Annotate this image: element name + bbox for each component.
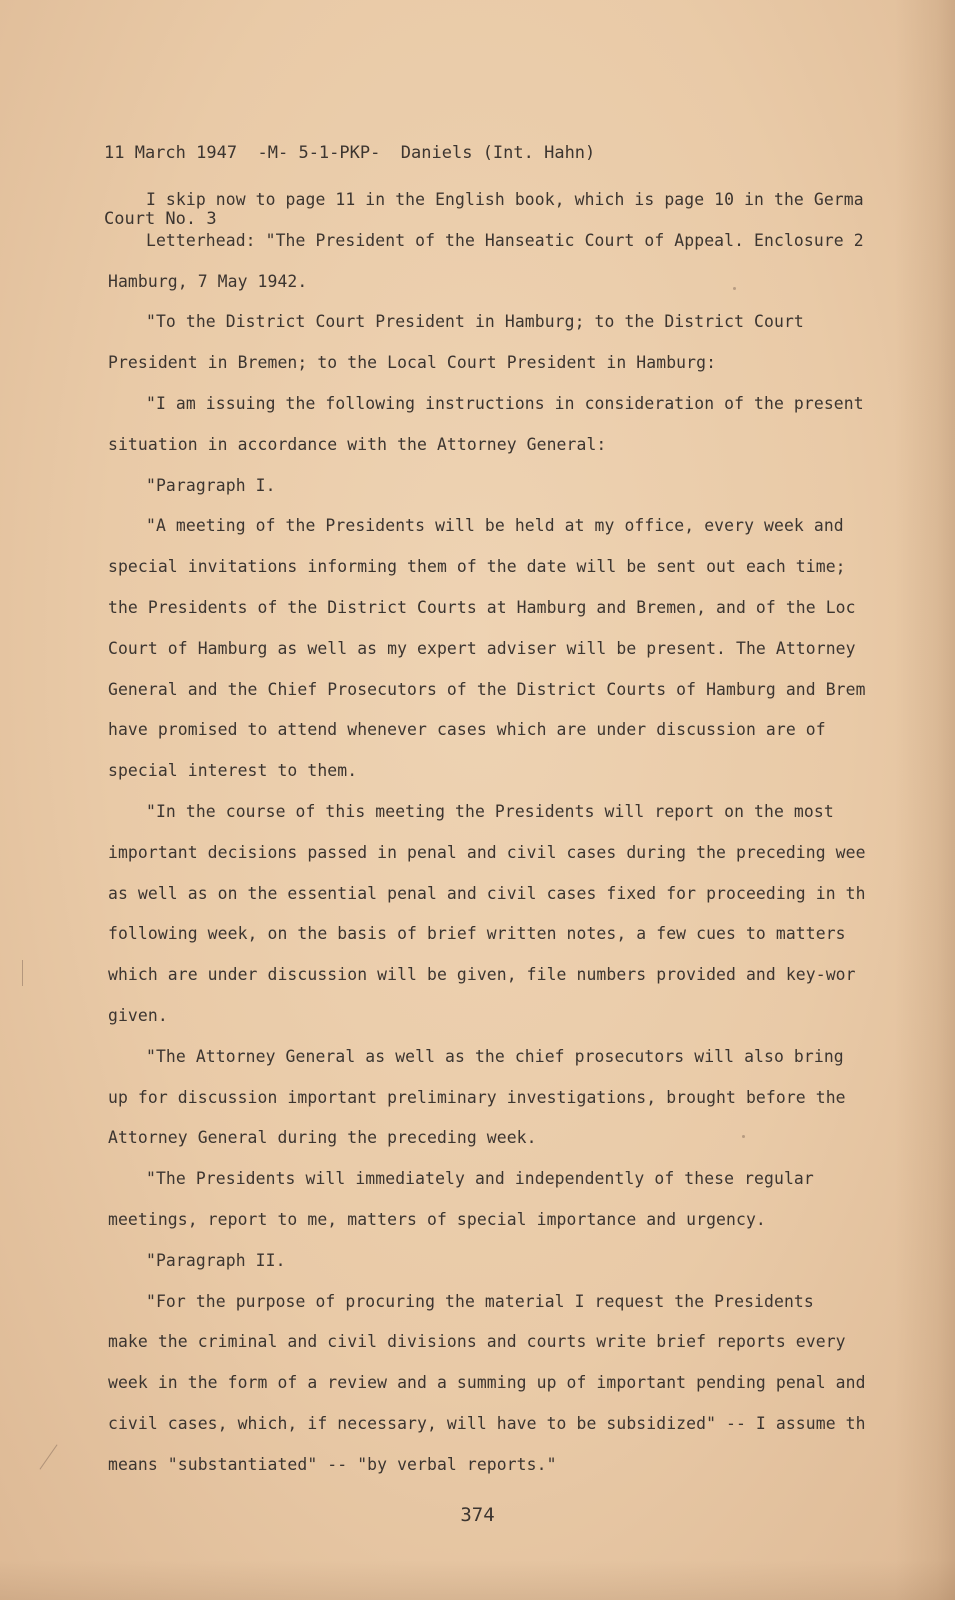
paragraph-9-line-2: meetings, report to me, matters of special importance and urgency. [108, 1209, 766, 1229]
paragraph-7-line-2: important decisions passed in penal and civil cases during the preceding wee [108, 842, 866, 862]
paragraph-6-line-1: "A meeting of the Presidents will be held at my office, every week and [146, 516, 844, 536]
paragraph-6-line-5: General and the Chief Prosecutors of the District Courts of Hamburg and Brem [108, 679, 866, 699]
scan-dot [742, 1135, 745, 1138]
header-date-line: 11 March 1947 -M- 5-1-PKP- Daniels (Int. Hahn) [104, 143, 596, 163]
paragraph-11-line-3: week in the form of a review and a summing up of important pending penal and [108, 1373, 866, 1393]
paragraph-3-line-1: "To the District Court President in Hamburg; to the District Court [146, 312, 804, 332]
paragraph-6-line-7: special interest to them. [108, 761, 358, 781]
paragraph-3-line-2: President in Bremen; to the Local Court President in Hamburg: [108, 353, 717, 373]
paragraph-11-line-4: civil cases, which, if necessary, will have to be subsidized" -- I assume th [108, 1413, 866, 1433]
paragraph-7-line-3: as well as on the essential penal and civil cases fixed for proceeding in th [108, 883, 866, 903]
page-bottom-shadow [0, 1560, 955, 1600]
paragraph-8-line-3: Attorney General during the preceding week. [108, 1128, 537, 1148]
header-court-line: Court No. 3 [104, 209, 217, 229]
paragraph-7-line-4: following week, on the basis of brief written notes, a few cues to matters [108, 924, 846, 944]
scan-mark [39, 1444, 57, 1469]
paragraph-9-line-1: "The Presidents will immediately and independently of these regular [146, 1169, 814, 1189]
paragraph-10-line-1: "Paragraph II. [146, 1250, 286, 1270]
paragraph-6-line-2: special invitations informing them of the date will be sent out each time; [108, 557, 846, 577]
paragraph-1-line-1: I skip now to page 11 in the English book, which is page 10 in the Germa [146, 190, 864, 209]
paragraph-8-line-1: "The Attorney General as well as the chief prosecutors will also bring [146, 1046, 844, 1066]
paragraph-7-line-5: which are under discussion will be given, file numbers provided and key-wor [108, 965, 856, 985]
paragraph-6-line-4: Court of Hamburg as well as my expert adviser will be present. The Attorney [108, 638, 856, 658]
transcript-body [108, 180, 888, 1486]
paragraph-7-line-6: given. [108, 1005, 168, 1025]
scan-mark [22, 960, 23, 986]
scan-dot [733, 287, 736, 290]
page-number: 374 [460, 1504, 495, 1526]
paragraph-11-line-2: make the criminal and civil divisions and courts write brief reports every [108, 1332, 846, 1352]
paragraph-6-line-6: have promised to attend whenever cases which are under discussion are of [108, 720, 826, 740]
paragraph-4-line-1: "I am issuing the following instructions in consideration of the present [146, 393, 864, 413]
paragraph-5-line-1: "Paragraph I. [146, 475, 276, 495]
paragraph-4-line-2: situation in accordance with the Attorney General: [108, 434, 607, 454]
paragraph-11-line-5: means "substantiated" -- "by verbal reports." [108, 1454, 557, 1474]
page-edge-shadow [895, 0, 955, 1600]
paragraph-8-line-2: up for discussion important preliminary investigations, brought before the [108, 1087, 846, 1107]
paragraph-2-line-1: Letterhead: "The President of the Hanseatic Court of Appeal. Enclosure 2 [146, 230, 864, 250]
paragraph-7-line-1: "In the course of this meeting the Presidents will report on the most [146, 801, 834, 821]
paragraph-2-line-2: Hamburg, 7 May 1942. [108, 271, 308, 291]
paragraph-6-line-3: the Presidents of the District Courts at Hamburg and Bremen, and of the Loc [108, 597, 856, 617]
paragraph-11-line-1: "For the purpose of procuring the material I request the Presidents [146, 1291, 814, 1311]
